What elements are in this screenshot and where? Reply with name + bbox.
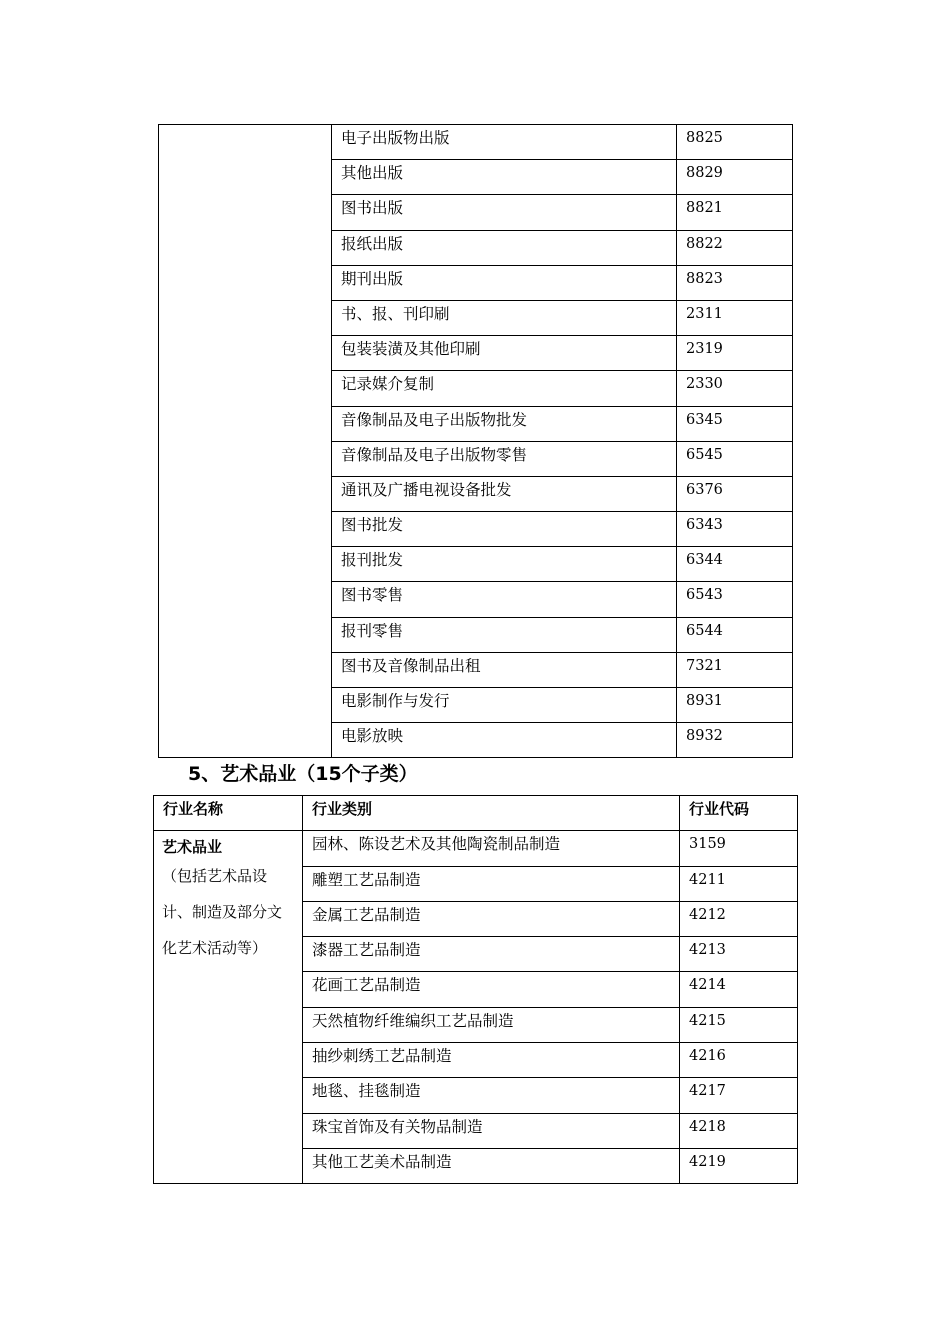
industry-code-cell: 3159 [680, 831, 798, 866]
art-table-body [154, 796, 798, 1184]
art-industry-table [153, 795, 798, 1184]
header-industry-name: 行业名称 [154, 796, 303, 831]
industry-category-cell: 珠宝首饰及有关物品制造 [303, 1113, 680, 1148]
industry-category-cell: 图书及音像制品出租 [332, 652, 677, 687]
industry-code-cell: 6376 [677, 476, 793, 511]
industry-category-cell: 雕塑工艺品制造 [303, 866, 680, 901]
table-row [154, 831, 798, 866]
industry-category-cell: 报刊批发 [332, 547, 677, 582]
industry-code-cell: 4218 [680, 1113, 798, 1148]
industry-code-cell: 4216 [680, 1043, 798, 1078]
industry-code-cell: 2319 [677, 336, 793, 371]
industry-name-cell [159, 125, 332, 758]
industry-code-cell: 8932 [677, 723, 793, 758]
industry-category-cell: 其他出版 [332, 160, 677, 195]
industry-code-cell: 6344 [677, 547, 793, 582]
industry-code-cell: 8825 [677, 125, 793, 160]
industry-category-cell: 音像制品及电子出版物零售 [332, 441, 677, 476]
industry-category-cell: 通讯及广播电视设备批发 [332, 476, 677, 511]
industry-code-cell: 4214 [680, 972, 798, 1007]
industry-category-cell: 图书出版 [332, 195, 677, 230]
industry-category-cell: 电影放映 [332, 723, 677, 758]
header-industry-code: 行业代码 [680, 796, 798, 831]
industry-code-cell: 4213 [680, 937, 798, 972]
industry-description: （包括艺术品设计、制造及部分文化艺术活动等） [162, 867, 283, 958]
industry-category-cell: 记录媒介复制 [332, 371, 677, 406]
industry-code-cell: 7321 [677, 652, 793, 687]
industry-code-cell: 4215 [680, 1007, 798, 1042]
industry-category-cell: 音像制品及电子出版物批发 [332, 406, 677, 441]
section-heading: 5、艺术品业（15个子类） [188, 763, 418, 785]
industry-code-cell: 8931 [677, 688, 793, 723]
header-industry-category: 行业类别 [303, 796, 680, 831]
continued-industry-table [158, 124, 793, 758]
continued-table-body [159, 125, 793, 758]
industry-code-cell: 8822 [677, 230, 793, 265]
industry-category-cell: 书、报、刊印刷 [332, 300, 677, 335]
industry-category-cell: 天然植物纤维编织工艺品制造 [303, 1007, 680, 1042]
table-header-row [154, 796, 798, 831]
industry-category-cell: 图书零售 [332, 582, 677, 617]
industry-category-cell: 电影制作与发行 [332, 688, 677, 723]
industry-code-cell: 8829 [677, 160, 793, 195]
industry-code-cell: 6543 [677, 582, 793, 617]
industry-category-cell: 其他工艺美术品制造 [303, 1148, 680, 1183]
industry-code-cell: 6345 [677, 406, 793, 441]
industry-category-cell: 抽纱刺绣工艺品制造 [303, 1043, 680, 1078]
industry-code-cell: 2311 [677, 300, 793, 335]
industry-name-cell [154, 831, 303, 1184]
industry-category-cell: 漆器工艺品制造 [303, 937, 680, 972]
industry-code-cell: 2330 [677, 371, 793, 406]
industry-code-cell: 4217 [680, 1078, 798, 1113]
industry-code-cell: 6343 [677, 512, 793, 547]
industry-category-cell: 园林、陈设艺术及其他陶瓷制品制造 [303, 831, 680, 866]
industry-code-cell: 4219 [680, 1148, 798, 1183]
industry-category-cell: 电子出版物出版 [332, 125, 677, 160]
industry-code-cell: 4211 [680, 866, 798, 901]
industry-code-cell: 6544 [677, 617, 793, 652]
industry-category-cell: 地毯、挂毯制造 [303, 1078, 680, 1113]
table-row [159, 125, 793, 160]
industry-name: 艺术品业 [162, 838, 223, 857]
industry-category-cell: 花画工艺品制造 [303, 972, 680, 1007]
industry-code-cell: 4212 [680, 901, 798, 936]
industry-category-cell: 图书批发 [332, 512, 677, 547]
industry-category-cell: 包装装潢及其他印刷 [332, 336, 677, 371]
industry-category-cell: 期刊出版 [332, 265, 677, 300]
industry-category-cell: 金属工艺品制造 [303, 901, 680, 936]
industry-code-cell: 6545 [677, 441, 793, 476]
industry-code-cell: 8823 [677, 265, 793, 300]
industry-code-cell: 8821 [677, 195, 793, 230]
industry-category-cell: 报纸出版 [332, 230, 677, 265]
industry-category-cell: 报刊零售 [332, 617, 677, 652]
